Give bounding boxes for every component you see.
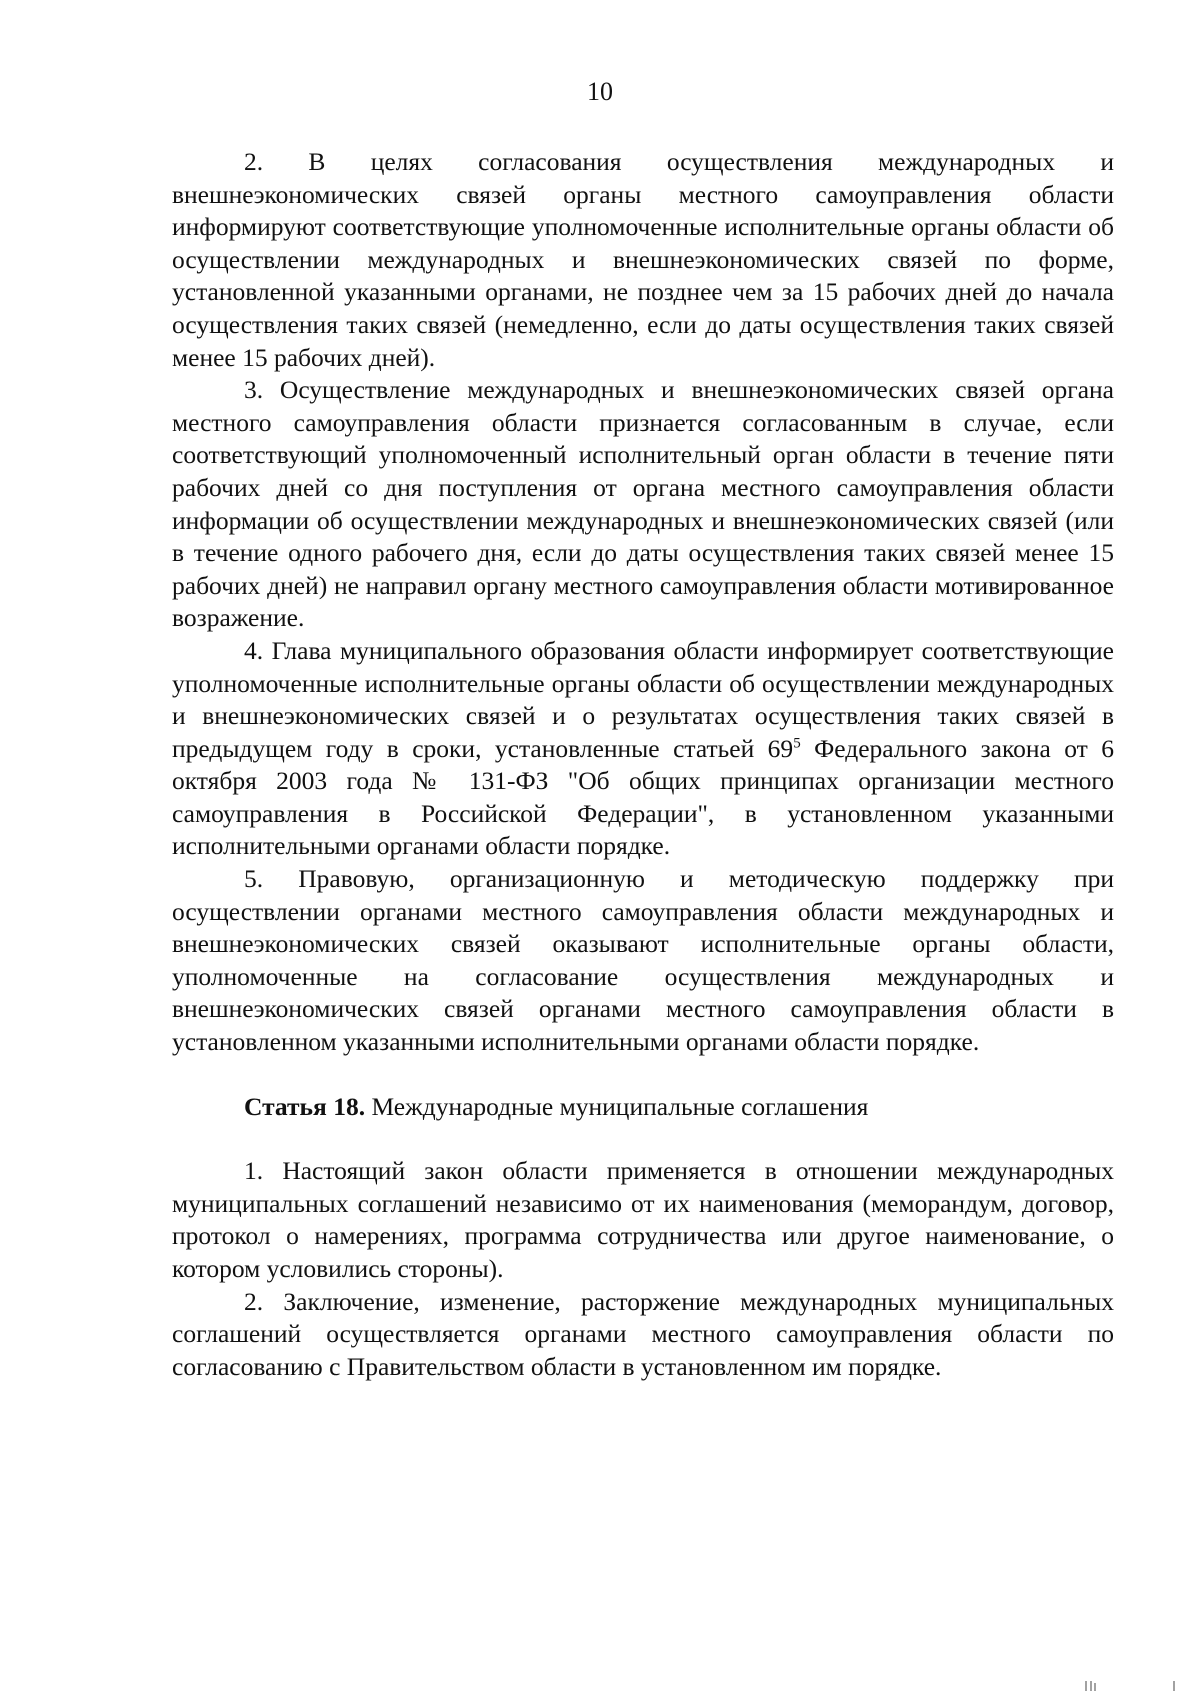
article-18-paragraph-1: 1. Настоящий закон области применяется в отношении международных муниципальных соглашений независимо от их наименования (меморандум, договор, протокол о намерениях, программа сотрудничества или другое наименование, о котором условились стороны). — [172, 1156, 1114, 1283]
paragraph-2: 2. В целях согласования осуществления международных и внешнеэкономических связей органы местного самоуправления области информируют соответствующие уполномоченные исполнительные органы области об осуществлении международных и внешнеэкономических связей по форме, установленной указанными органами, не позднее чем за 15 рабочих дней до начала осуществления таких связей (немедленно, если до даты осуществления таких связей менее 15 рабочих дней). — [172, 147, 1114, 372]
article-title: Международные муниципальные соглашения — [365, 1091, 869, 1121]
page-number: 10 — [587, 77, 613, 106]
paragraph-5: 5. Правовую, организационную и методическую поддержку при осуществлении органами местного самоуправления области международных и внешнеэкономических связей оказывают исполнительные органы области, уполномоченные на согласование осуществления международных и внешнеэкономических связей органами местного самоуправления области в установленном указанными исполнительными органами области порядке. — [172, 864, 1114, 1057]
article-number: Статья 18. — [244, 1091, 366, 1121]
article-heading — [172, 1091, 1114, 1124]
paragraph-4-text-end: Федерального закона от 6 октября 2003 года № 131-ФЗ "Об общих принципах организации местного самоуправления в Российской Федерации", в установленном указанными исполнительными органами области порядке. — [172, 733, 1115, 861]
paragraph-4 — [172, 635, 1114, 863]
document-body — [172, 146, 1114, 1383]
article-18-paragraph-2: 2. Заключение, изменение, расторжение международных муниципальных соглашений осуществляется органами местного самоуправления области по согласованию с Правительством области в установленном им порядке. — [172, 1286, 1114, 1381]
paragraph-3: 3. Осуществление международных и внешнеэкономических связей органа местного самоуправления области признается согласованным в случае, если соответствующий уполномоченный исполнительный орган области в течение пяти рабочих дней со дня поступления от органа местного самоуправления области информации об осуществлении международных и внешнеэкономических связей (или в течение одного рабочего дня, если до даты осуществления таких связей менее 15 рабочих дней) не направил органу местного самоуправления области мотивированное возражение. — [172, 375, 1114, 633]
article-superscript: 5 — [793, 735, 801, 752]
scan-artifact-marks — [1082, 1679, 1182, 1691]
paragraph-4-text-start: 4. Глава муниципального образования области информирует соответствующие уполномоченные исполнительные органы области об осуществлении международных и внешнеэкономических связей и о результатах осуществления таких связей в предыдущем году в сроки, установленные статьей 69 — [172, 635, 1114, 763]
